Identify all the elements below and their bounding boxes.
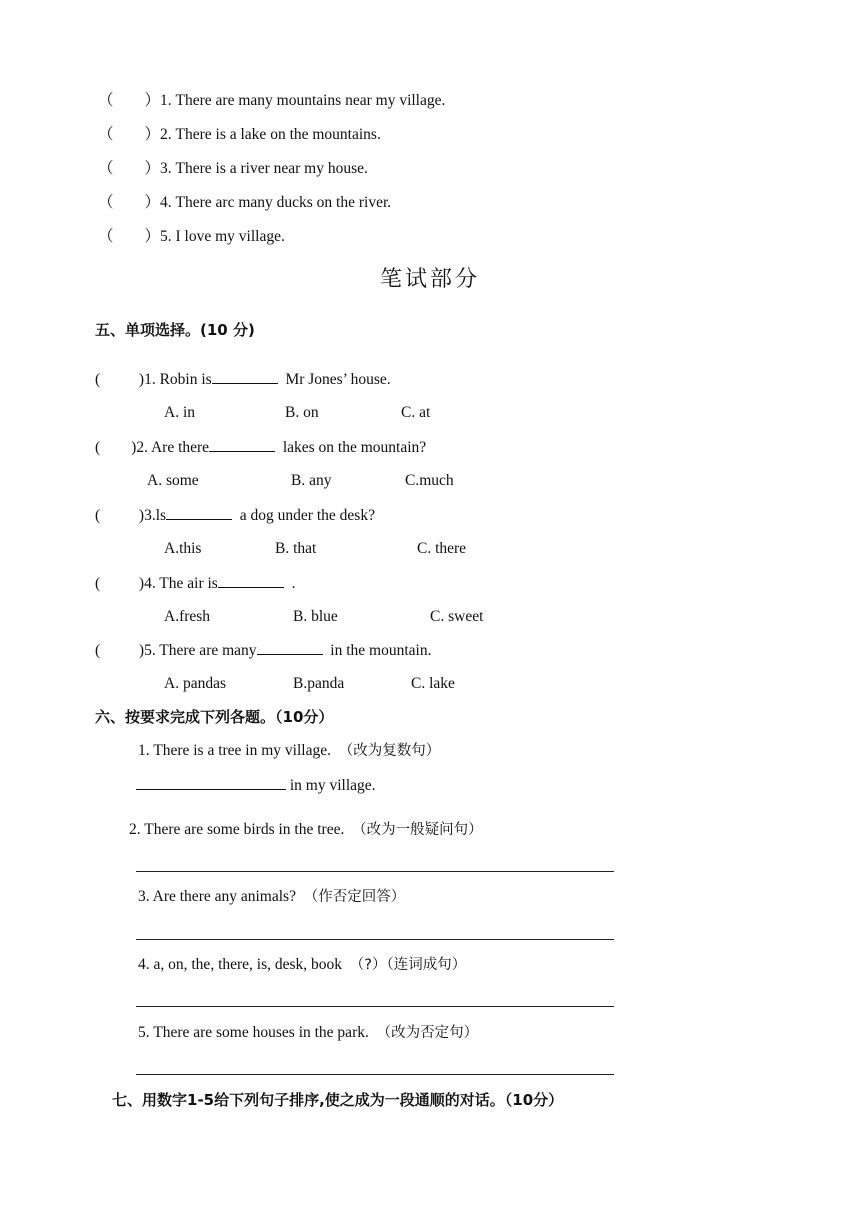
answer-line-4[interactable] xyxy=(136,1005,614,1007)
instruction: （改为一般疑问句） xyxy=(352,822,483,838)
option-b[interactable]: B. on xyxy=(285,404,319,421)
mc-question-1: ( )1. Robin is Mr Jones’ house. xyxy=(95,371,391,388)
instruction: （改为复数句） xyxy=(338,743,441,759)
answer-paren[interactable]: （ ） xyxy=(98,160,161,177)
answer-paren[interactable]: ( ) xyxy=(95,439,137,456)
section6-heading: 六、按要求完成下列各题。（10分） xyxy=(95,708,334,726)
answer-paren[interactable]: （ ） xyxy=(98,228,161,245)
item-text: 5. I love my village. xyxy=(160,228,285,245)
listening-item-3 xyxy=(98,159,368,179)
option-c[interactable]: C. at xyxy=(401,404,431,421)
listening-item-1 xyxy=(98,91,445,111)
option-a[interactable]: A. in xyxy=(164,404,195,421)
option-a[interactable]: A.fresh xyxy=(164,608,211,625)
mc-options-3 xyxy=(164,539,466,559)
answer-paren[interactable]: ( ) xyxy=(95,575,145,592)
transform-item-5: 5. There are some houses in the park. （改为否定句） xyxy=(138,1024,479,1041)
answer-line-3[interactable] xyxy=(136,938,614,940)
transform-item-4: 4. a, on, the, there, is, desk, book （?）（连词成句） xyxy=(138,956,467,973)
fill-blank[interactable] xyxy=(166,505,232,520)
instruction: （改为否定句） xyxy=(376,1025,479,1041)
option-b[interactable]: B. that xyxy=(275,540,317,557)
answer-line-5[interactable] xyxy=(136,1073,614,1075)
mc-question-3: ( )3.ls a dog under the desk? xyxy=(95,507,375,524)
option-a[interactable]: A.this xyxy=(164,540,202,557)
transform-item-3: 3. Are there any animals? （作否定回答） xyxy=(138,888,406,905)
section5-heading: 五、单项选择。(10 分) xyxy=(95,321,255,339)
listening-item-4 xyxy=(98,193,391,213)
transform-answer-1: in my village. xyxy=(136,775,376,796)
mc-options-4 xyxy=(164,607,483,627)
option-a[interactable]: A. pandas xyxy=(164,675,226,692)
section7-heading: 七、用数字1-5给下列句子排序,使之成为一段通顺的对话。（10分） xyxy=(112,1091,564,1109)
mc-options-5 xyxy=(164,674,455,694)
mc-question-5: ( )5. There are many in the mountain. xyxy=(95,642,432,659)
listening-item-2 xyxy=(98,125,381,145)
instruction: （作否定回答） xyxy=(303,889,406,905)
option-c[interactable]: C. sweet xyxy=(430,608,484,625)
option-a[interactable]: A. some xyxy=(147,472,199,489)
mc-question-4: ( )4. The air is . xyxy=(95,575,296,592)
transform-item-2: 2. There are some birds in the tree. （改为一般疑问句） xyxy=(129,821,483,838)
written-part-title: 笔试部分 xyxy=(379,267,480,292)
mc-question-2: ( )2. Are there lakes on the mountain? xyxy=(95,439,427,456)
option-c[interactable]: C. there xyxy=(417,540,467,557)
answer-line-2[interactable] xyxy=(136,870,614,872)
item-text: 2. There is a lake on the mountains. xyxy=(160,126,381,143)
answer-paren[interactable]: ( ) xyxy=(95,642,145,659)
fill-blank[interactable] xyxy=(218,573,284,588)
option-b[interactable]: B. blue xyxy=(293,608,338,625)
fill-blank[interactable] xyxy=(209,437,275,452)
answer-paren[interactable]: （ ） xyxy=(98,126,161,143)
option-b[interactable]: B. any xyxy=(291,472,332,489)
answer-paren[interactable]: （ ） xyxy=(98,194,161,211)
option-c[interactable]: C. lake xyxy=(411,675,455,692)
answer-paren[interactable]: ( ) xyxy=(95,371,145,388)
instruction: （?）（连词成句） xyxy=(349,957,467,973)
item-text: 3. There is a river near my house. xyxy=(160,160,368,177)
option-b[interactable]: B.panda xyxy=(293,675,345,692)
item-text: 4. There arc many ducks on the river. xyxy=(160,194,392,211)
option-c[interactable]: C.much xyxy=(405,472,454,489)
listening-item-5 xyxy=(98,227,285,247)
mc-options-1 xyxy=(164,403,430,423)
mc-options-2 xyxy=(147,471,454,491)
answer-paren[interactable]: （ ） xyxy=(98,92,161,109)
fill-blank[interactable] xyxy=(257,640,323,655)
transform-item-1: 1. There is a tree in my village. （改为复数句） xyxy=(138,742,441,759)
answer-paren[interactable]: ( ) xyxy=(95,507,145,524)
item-text: 1. There are many mountains near my village. xyxy=(160,92,446,109)
answer-blank[interactable] xyxy=(136,775,286,790)
fill-blank[interactable] xyxy=(212,369,278,384)
